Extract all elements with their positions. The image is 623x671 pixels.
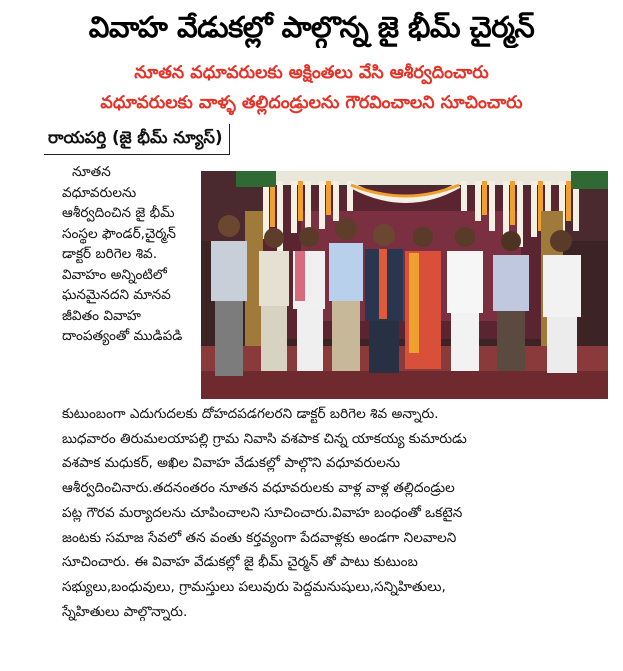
left-line: డాక్టర్ బరిగెల శివ. <box>62 246 158 262</box>
left-line: జీవితం వివాహ <box>62 307 141 324</box>
subheadline-2: వధూవరులకు వాళ్ళ తల్లిదండ్రులను గౌరవించాలని సూచించారు <box>100 93 523 113</box>
body-line: సభ్యులు,బంధువులు, గ్రామస్తులు పలువురు పెద్దమనుషులు,సన్నిహితులు, <box>62 578 446 595</box>
body-line: వశపాక మధుకర్, అఖిల వివాహ వేడుకల్లో పాల్గొని వధూవరులను <box>62 455 401 472</box>
left-line: ఆశీర్వదించిన జై భీమ్ <box>62 205 175 221</box>
wedding-group-photo <box>201 171 608 399</box>
body-line: జంటకు సమాజ సేవలో తన వంతు కర్తవ్యంగా పేదవాళ్లకు అండగా నిలవాలని <box>62 529 457 546</box>
left-column-text <box>62 162 194 347</box>
left-line: నూతన <box>72 164 111 180</box>
left-line: దాంపత్యంతో ముడిపడి <box>62 328 183 344</box>
left-line: వధూవరులను <box>62 184 137 201</box>
headline: వివాహ వేడుకల్లో పాల్గొన్న జై భీమ్ చైర్మన్ <box>88 10 535 44</box>
left-line: వివాహం అన్నింటిలో <box>62 266 167 283</box>
body-text <box>62 402 607 624</box>
body-line: కుటుంబంగా ఎదుగుదలకు దోహదపడగలరని డాక్టర్ బరిగెల శివ అన్నారు. <box>62 406 439 422</box>
dateline: రాయపర్తి (జై భీమ్ న్యూస్) <box>44 124 230 155</box>
body-line: ఆశీర్వదించినారు.తదనంతరం నూతన వధూవరులకు వాళ్ల వాళ్ల తల్లిదండ్రుల <box>62 480 455 497</box>
body-line: స్నేహితులు పాల్గొన్నారు. <box>62 603 188 620</box>
body-line: సూచించారు. ఈ వివాహ వేడుకల్లో జై భీమ్ చైర్మన్ తో పాటు కుటుంబ <box>62 554 418 571</box>
body-line: పట్ల గౌరవ మర్యాదలను చూపించాలని సూచించారు.వివాహ బంధంతో ఒకటైన <box>62 504 463 521</box>
body-line: బుధవారం తిరుమలయాపల్లి గ్రామ నివాసి వశపాక చిన్న యాకయ్య కుమారుడు <box>62 430 467 447</box>
subheadline-1: నూతన వధూవరులకు అక్షింతలు వేసి ఆశీర్వదించారు <box>134 63 489 83</box>
left-line: ఘనమైనదని మానవ <box>62 287 171 303</box>
left-line: సంస్థల ఫౌండర్,చైర్మన్ <box>62 225 176 242</box>
